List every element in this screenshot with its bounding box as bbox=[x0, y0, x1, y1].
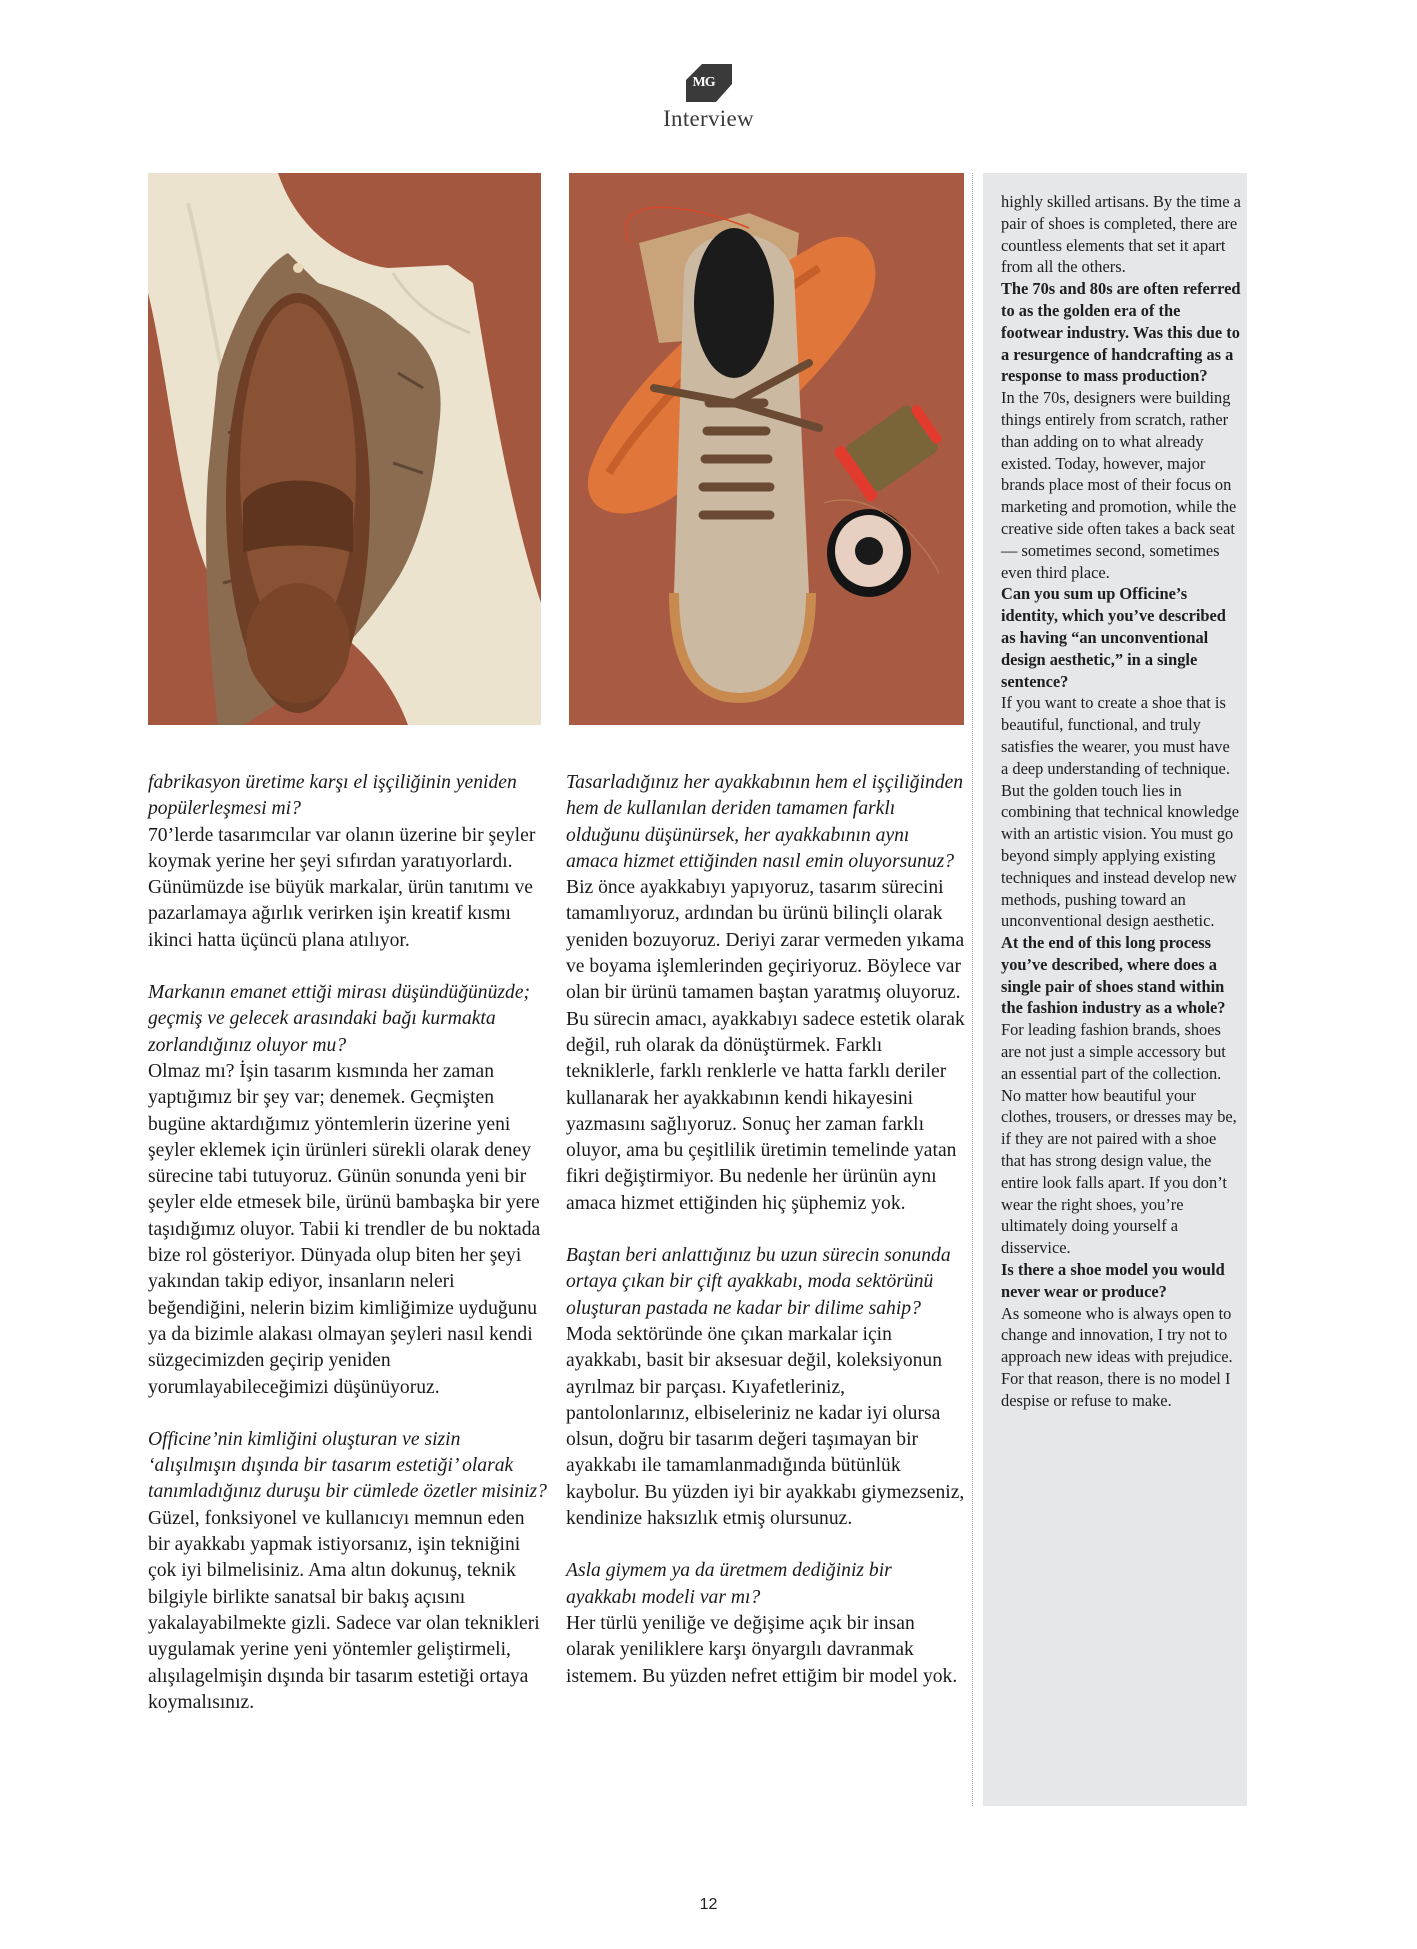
masthead bbox=[0, 64, 1417, 132]
sidebar-text bbox=[1001, 191, 1241, 1412]
column-divider bbox=[972, 173, 973, 1806]
english-translation-sidebar bbox=[983, 173, 1247, 1806]
sidebar-question: Is there a shoe model you would never wear or produce? bbox=[1001, 1260, 1225, 1301]
interview-question: Tasarladığınız her ayakkabının hem el işçiliğinden hem de kullanılan deriden tamamen farklı olduğunu düşünürsek, her ayakkabının aynı amaca hizmet ettiğinden nasıl emin oluyorsunuz? bbox=[566, 772, 964, 872]
interview-answer: Güzel, fonksiyonel ve kullanıcıyı memnun eden bir ayakkabı yapmak istiyorsanız, işin tekniğini çok iyi bilmelisiniz. Ama altın dokunuş, teknik bilgiyle birlikte sanatsal bir bakış açısını yakalayabilmekte gizli. Sadece var olan teknikleri uygulamak yerine yeni yöntemler geliştirmeli, alışılagelmişin dışında bir tasarım estetiği ortaya koymalısınız. bbox=[148, 1507, 540, 1713]
interview-question: Asla giymem ya da üretmem dediğiniz bir ayakkabı modeli var mı? bbox=[566, 1560, 892, 1608]
sneaker-photo bbox=[569, 173, 964, 725]
sidebar-answer: In the 70s, designers were building things entirely from scratch, rather than adding on to what already existed. Today, however, major brands place most of their focus on marketing and promotion, while the creative side often takes a back seat — sometimes second, sometimes even third place. bbox=[1001, 388, 1237, 582]
interview-question: Baştan beri anlattığınız bu uzun sürecin sonunda ortaya çıkan bir çift ayakkabı, moda sektörünü oluşturan pastada ne kadar bir dilime sahip? bbox=[566, 1245, 951, 1319]
article-column-1 bbox=[148, 770, 548, 1716]
sidebar-question: Can you sum up Officine’s identity, which you’ve described as having “an unconventional design aesthetic,” in a single sentence? bbox=[1001, 584, 1226, 691]
article-column-2 bbox=[566, 770, 966, 1690]
sidebar-answer: As someone who is always open to change and innovation, I try not to approach new ideas with prejudice. For that reason, there is no model I despise or refuse to make. bbox=[1001, 1303, 1233, 1410]
page-number: 12 bbox=[699, 1896, 718, 1913]
loafer-photo bbox=[148, 173, 541, 725]
interview-answer: Her türlü yeniliğe ve değişime açık bir insan olarak yeniliklere karşı önyargılı davranmak istemem. Bu yüzden nefret ettiğim bir model yok. bbox=[566, 1612, 958, 1687]
interview-question: Markanın emanet ettiği mirası düşündüğünüzde; geçmiş ve gelecek arasındaki bağı kurmakta zorlandığınız oluyor mu? bbox=[148, 982, 531, 1056]
sidebar-answer: If you want to create a shoe that is beautiful, functional, and truly satisfies the wearer, you must have a deep understanding of technique. But the golden touch lies in combining that technical knowledge with an artistic vision. You must go beyond simply applying existing techniques and instead develop new methods, pushing toward an unconventional design aesthetic. bbox=[1001, 693, 1240, 931]
interview-answer: Moda sektöründe öne çıkan markalar için ayakkabı, basit bir aksesuar değil, koleksiyonun ayrılmaz bir parçası. Kıyafetleriniz, pantolonlarınız, elbiseleriniz ne kadar iyi olursa olsun, doğru bir tasarım değeri taşımayan bir ayakkabı ile tamamlanmadığında bütünlük kaybolur. Bu yüzden iyi bir ayakkabı giymezseniz, kendinize haksızlık etmiş olursunuz. bbox=[566, 1323, 965, 1530]
magazine-logo bbox=[686, 64, 732, 102]
sidebar-question: At the end of this long process you’ve described, where does a single pair of shoes stand within the fashion industry as a whole? bbox=[1001, 933, 1226, 1018]
loafer-illustration bbox=[148, 173, 541, 725]
sidebar-answer: highly skilled artisans. By the time a pair of shoes is completed, there are countless elements that set it apart from all the others. bbox=[1001, 192, 1241, 277]
sneaker-illustration bbox=[569, 173, 964, 725]
sidebar-question: The 70s and 80s are often referred to as the golden era of the footwear industry. Was this due to a resurgence of handcrafting as a response to mass production? bbox=[1001, 279, 1241, 386]
interview-answer: Biz önce ayakkabıyı yapıyoruz, tasarım sürecini tamamlıyoruz, ardından bu ürünü bilinçli olarak yeniden bozuyoruz. Deriyi zarar vermeden yıkama ve boyama işlemlerinden geçiriyoruz. Böylece var olan bir ürünü tamamen baştan yaratmış oluyoruz. Bu sürecin amacı, ayakkabıyı sadece estetik olarak değil, ruh olarak da dönüştürmek. Farklı tekniklerle, farklı renklerle ve hatta farklı deriler kullanarak her ayakkabının kendi hikayesini yazmasını sağlıyoruz. Sonuç her zaman farklı oluyor, ama bu çeşitlilik üretimin temelinde yatan fikri değiştirmiyor. Bu nedenle her ürünün aynı amaca hizmet ettiğinden hiç şüphemiz yok. bbox=[566, 877, 965, 1214]
interview-question: Officine’nin kimliğini oluşturan ve sizin ‘alışılmışın dışında bir tasarım estetiği’ olarak tanımladığınız duruşu bir cümlede özetler misiniz? bbox=[148, 1428, 547, 1503]
section-title: Interview bbox=[663, 106, 754, 131]
interview-answer: 70’lerde tasarımcılar var olanın üzerine bir şeyler koymak yerine her şeyi sıfırdan yaratıyorlardı. Günümüzde ise büyük markalar, ürün tanıtımı ve pazarlamaya ağırlık verirken işin kreatif kısmı ikinci hatta üçüncü plana atılıyor. bbox=[148, 824, 536, 951]
sidebar-answer: For leading fashion brands, shoes are not just a simple accessory but an essential part of the collection. No matter how beautiful your clothes, trousers, or dresses may be, if they are not paired with a shoe that has strong design value, the entire look falls apart. If you don’t wear the right shoes, you’re ultimately doing yourself a disservice. bbox=[1001, 1020, 1237, 1258]
logo-text: MG bbox=[692, 75, 715, 90]
interview-question: fabrikasyon üretime karşı el işçiliğinin yeniden popülerleşmesi mi? bbox=[148, 772, 517, 820]
interview-answer: Olmaz mı? İşin tasarım kısmında her zaman yaptığımız bir şey var; denemek. Geçmişten bugüne aktardığımız yöntemlerin üzerine yeni şeyler eklemek için ürünleri sürekli olarak deney sürecine tabi tutuyoruz. Günün sonunda yeni bir şeyler elde etmesek bile, ürünü bambaşka bir yere taşıdığımız oluyor. Tabii ki trendler de bu noktada bize rol gösteriyor. Dünyada olup biten her şeyi yakından takip ediyor, insanların neleri beğendiğini, nelerin bizim kimliğimize uyduğunu ya da bizimle alakası olmayan şeyleri nasıl kendi süzgecimizden geçirip yeniden yorumlayabileceğimizi düşünüyoruz. bbox=[148, 1060, 541, 1398]
